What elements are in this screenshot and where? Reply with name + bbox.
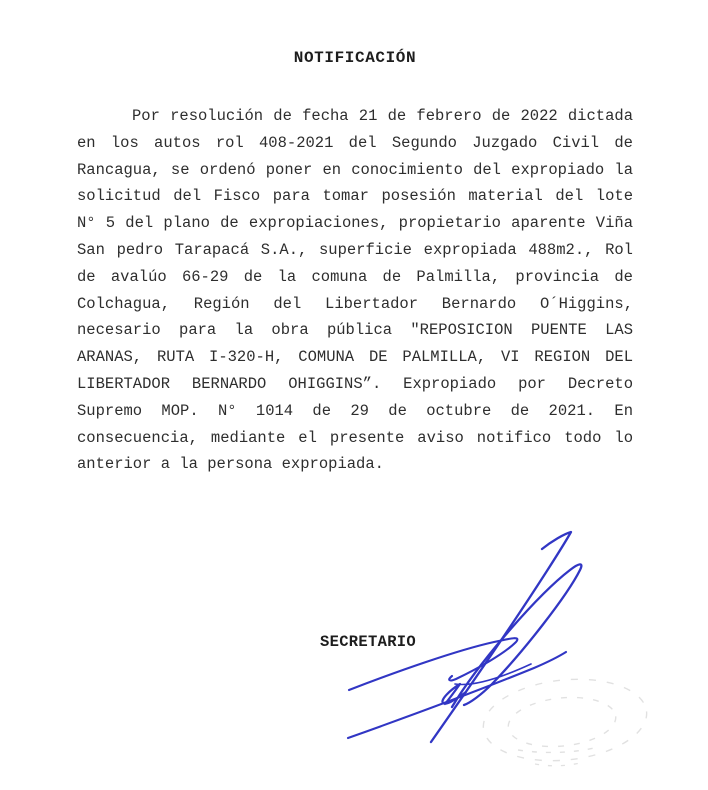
- stamp-dash: [535, 763, 580, 766]
- body-line: anterior a la persona expropiada.: [77, 455, 384, 474]
- signature-stroke-loop: [452, 564, 581, 707]
- body-line: necesario para la obra pública "REPOSICION PUENTE LAS: [77, 321, 633, 340]
- body-line: Rancagua, se ordenó poner en conocimiento del expropiado la: [77, 160, 633, 179]
- body-line: de avalúo 66-29 de la comuna de Palmilla, provincia de: [77, 267, 633, 286]
- body-line: solicitud del Fisco para tomar posesión material del lote: [77, 187, 633, 206]
- stamp-dash: [518, 748, 594, 752]
- body-line: Supremo MOP. N° 1014 de 29 de octubre de 2021. En: [77, 401, 633, 420]
- body-line: Colchagua, Región del Libertador Bernardo O´Higgins,: [77, 294, 633, 313]
- body-line: Por resolución de fecha 21 de febrero de 2022 dictada: [132, 107, 633, 125]
- signature-stroke-spike: [431, 532, 571, 742]
- document-title: NOTIFICACIÓN: [293, 49, 417, 67]
- body-line: en los autos rol 408-2021 del Segundo Juzgado Civil de: [77, 133, 633, 152]
- body-line: consecuencia, mediante el presente aviso notifico todo lo: [77, 428, 633, 447]
- body-line: LIBERTADOR BERNARDO OHIGGINS”. Expropiado por Decreto: [77, 374, 633, 393]
- stamp-scribble: [479, 672, 650, 769]
- body-line: San pedro Tarapacá S.A., superficie expropiada 488m2., Rol: [77, 240, 633, 259]
- document-body: [77, 103, 633, 478]
- signature-stroke-knot: [442, 684, 466, 704]
- signature-stroke-underline: [348, 652, 566, 738]
- secretary-title: SECRETARIO: [320, 633, 417, 651]
- stamp-arc-inner: [506, 692, 618, 751]
- signature-stroke-tail: [455, 664, 531, 684]
- stamp-arc-outer: [479, 672, 650, 769]
- body-line: N° 5 del plano de expropiaciones, propietario aparente Viña: [77, 214, 633, 233]
- body-line: ARANAS, RUTA I-320-H, COMUNA DE PALMILLA, VI REGION DEL: [77, 348, 633, 367]
